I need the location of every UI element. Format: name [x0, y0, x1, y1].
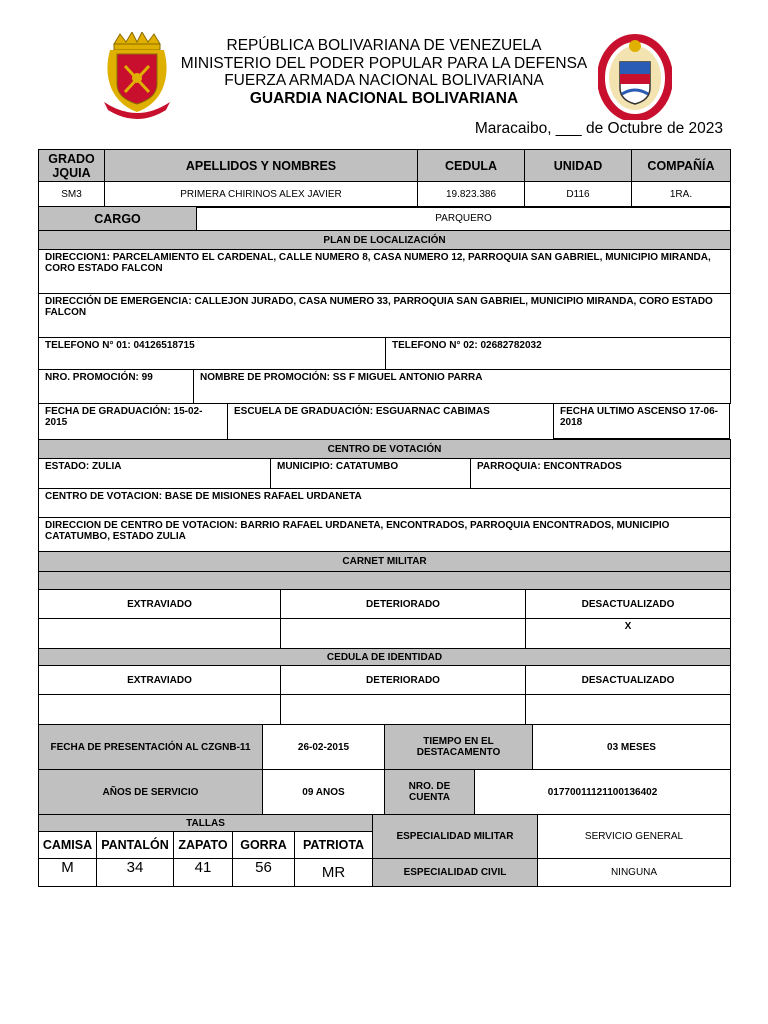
- header-compania: COMPAÑÍA: [632, 150, 731, 182]
- fecha-ultimo-ascenso: FECHA ULTIMO ASCENSO 17-06-2018: [553, 403, 730, 439]
- direccion-emergencia: DIRECCIÓN DE EMERGENCIA: CALLEJON JURADO, CASA NUMERO 33, PARROQUIA SAN GABRIEL, MUNICIPIO MIRANDA, CORO ESTADO FALCON: [39, 294, 731, 338]
- talla-pantalon: 34: [97, 859, 174, 887]
- votacion-centro: CENTRO DE VOTACION: BASE DE MISIONES RAFAEL URDANETA: [39, 489, 731, 518]
- carnet-table: [38, 551, 731, 649]
- cedula-extraviado-mark: [39, 695, 281, 725]
- carnet-deteriorado-mark: [281, 619, 526, 649]
- tallas-table: [38, 814, 373, 887]
- date-line: Maracaibo, ___ de Octubre de 2023: [474, 120, 723, 137]
- cedula-identidad-table: [38, 648, 731, 725]
- telefono2: TELEFONO N° 02: 02682782032: [386, 338, 731, 370]
- tallas-title: TALLAS: [39, 815, 373, 832]
- especialidad-table: [372, 814, 731, 887]
- talla-pantalon-header: PANTALÓN: [97, 832, 174, 859]
- header-cedula: CEDULA: [418, 150, 525, 182]
- cargo-label: CARGO: [39, 207, 197, 231]
- fecha-graduacion: FECHA DE GRADUACIÓN: 15-02-2015: [39, 404, 228, 440]
- presentacion-table: [38, 724, 731, 815]
- header-republic: REPÚBLICA BOLIVARIANA DE VENEZUELA: [226, 37, 542, 54]
- tiempo-label: TIEMPO EN EL DESTACAMENTO: [385, 725, 533, 770]
- nombres-value: PRIMERA CHIRINOS ALEX JAVIER: [105, 182, 418, 208]
- especialidad-militar-value: SERVICIO GENERAL: [538, 815, 731, 859]
- talla-patriota-header: PATRIOTA: [295, 832, 373, 859]
- cedula-extraviado: EXTRAVIADO: [39, 666, 281, 695]
- talla-patriota: MR: [295, 859, 373, 887]
- nro-cuenta-label: NRO. DE CUENTA: [385, 770, 475, 815]
- anos-servicio-label: AÑOS DE SERVICIO: [39, 770, 263, 815]
- carnet-desactualizado-mark: X: [526, 619, 731, 649]
- talla-camisa: M: [39, 859, 97, 887]
- talla-zapato-header: ZAPATO: [174, 832, 233, 859]
- personal-table: [38, 149, 731, 208]
- escuela-graduacion: ESCUELA DE GRADUACIÓN: ESGUARNAC CABIMAS: [228, 404, 710, 440]
- cargo-table: [38, 206, 731, 231]
- carnet-extraviado: EXTRAVIADO: [39, 590, 281, 619]
- cedula-desactualizado-mark: [526, 695, 731, 725]
- carnet-title: CARNET MILITAR: [39, 552, 731, 572]
- especialidad-civil-label: ESPECIALIDAD CIVIL: [373, 859, 538, 887]
- header-nombres: APELLIDOS Y NOMBRES: [105, 150, 418, 182]
- carnet-deteriorado: DETERIORADO: [281, 590, 526, 619]
- especialidad-civil-value: NINGUNA: [538, 859, 731, 887]
- fecha-presentacion-label: FECHA DE PRESENTACIÓN AL CZGNB-11: [39, 725, 263, 770]
- talla-gorra-header: GORRA: [233, 832, 295, 859]
- tiempo-value: 03 MESES: [533, 725, 731, 770]
- header-grado: GRADO JQUIA: [39, 150, 105, 182]
- votacion-direccion: DIRECCION DE CENTRO DE VOTACION: BARRIO RAFAEL URDANETA, ENCONTRADOS, PARROQUIA ENCONTRADOS, MUNICIPIO CATATUMBO, ESTADO ZULIA: [39, 518, 731, 552]
- votacion-estado: ESTADO: ZULIA: [39, 459, 271, 489]
- direccion1: DIRECCION1: PARCELAMIENTO EL CARDENAL, CALLE NUMERO 8, CASA NUMERO 12, PARROQUIA SAN GABRIEL, MUNICIPIO MIRANDA, CORO ESTADO FALCON: [39, 250, 731, 294]
- grado-value: SM3: [39, 182, 105, 208]
- votacion-title: CENTRO DE VOTACIÓN: [39, 440, 731, 459]
- talla-zapato: 41: [174, 859, 233, 887]
- anos-servicio-value: 09 ANOS: [263, 770, 385, 815]
- header-ministry: MINISTERIO DEL PODER POPULAR PARA LA DEFENSA: [180, 55, 588, 72]
- cedula-deteriorado-mark: [281, 695, 526, 725]
- votacion-table: [38, 439, 731, 552]
- fecha-presentacion-value: 26-02-2015: [263, 725, 385, 770]
- cedula-desactualizado: DESACTUALIZADO: [526, 666, 731, 695]
- header-unidad: UNIDAD: [525, 150, 632, 182]
- talla-gorra: 56: [233, 859, 295, 887]
- especialidad-militar-label: ESPECIALIDAD MILITAR: [373, 815, 538, 859]
- cedula-deteriorado: DETERIORADO: [281, 666, 526, 695]
- talla-camisa-header: CAMISA: [39, 832, 97, 859]
- nro-cuenta-value: 01770011121100136402: [475, 770, 731, 815]
- carnet-desactualizado: DESACTUALIZADO: [526, 590, 731, 619]
- cedula-identidad-title: CEDULA DE IDENTIDAD: [39, 649, 731, 666]
- nombre-promocion: NOMBRE DE PROMOCIÓN: SS F MIGUEL ANTONIO PARRA: [194, 370, 731, 404]
- unidad-value: D116: [525, 182, 632, 208]
- carnet-blank-row: [39, 572, 731, 590]
- nro-promocion: NRO. PROMOCIÓN: 99: [39, 370, 194, 404]
- votacion-municipio: MUNICIPIO: CATATUMBO: [271, 459, 471, 489]
- cedula-value: 19.823.386: [418, 182, 525, 208]
- header-fanb: FUERZA ARMADA NACIONAL BOLIVARIANA: [224, 72, 544, 89]
- telefono1: TELEFONO N° 01: 04126518715: [39, 338, 386, 370]
- cargo-value: PARQUERO: [197, 207, 731, 231]
- localizacion-title: PLAN DE LOCALIZACIÓN: [39, 231, 731, 250]
- compania-value: 1RA.: [632, 182, 731, 208]
- carnet-extraviado-mark: [39, 619, 281, 649]
- votacion-parroquia: PARROQUIA: ENCONTRADOS: [471, 459, 731, 489]
- header-gnb: GUARDIA NACIONAL BOLIVARIANA: [249, 90, 519, 107]
